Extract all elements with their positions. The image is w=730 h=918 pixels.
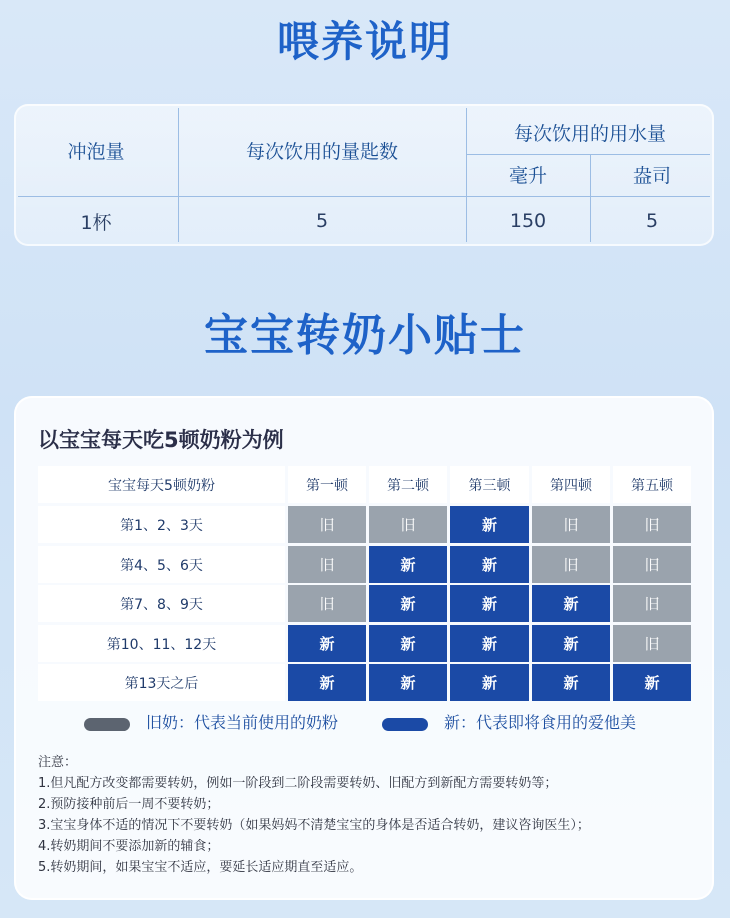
note-item: 2.预防接种前后一周不要转奶； bbox=[38, 797, 220, 812]
meal-header: 第一顿 bbox=[288, 466, 366, 503]
row-label: 第1、2、3天 bbox=[38, 506, 285, 543]
new-milk-cell: 新 bbox=[369, 585, 447, 622]
new-milk-cell: 新 bbox=[613, 664, 691, 701]
header-water: 每次饮用的用水量 bbox=[513, 122, 666, 145]
row-label: 第13天之后 bbox=[38, 664, 285, 701]
value-ml: 150 bbox=[509, 210, 547, 232]
note-item: 3.宝宝身体不适的情况下不要转奶（如果妈妈不清楚宝宝的身体是否适合转奶，建议咨询医生）； bbox=[38, 818, 590, 833]
corner-header: 宝宝每天5顿奶粉 bbox=[38, 466, 285, 503]
old-milk-cell: 旧 bbox=[288, 506, 366, 543]
value-amount: 1杯 bbox=[80, 211, 112, 234]
header-oz: 盎司 bbox=[632, 164, 671, 187]
divider bbox=[466, 108, 467, 242]
header-scoops: 每次饮用的量匙数 bbox=[245, 140, 398, 163]
meal-header: 第五顿 bbox=[613, 466, 691, 503]
tips-title: 宝宝转奶小贴士 bbox=[204, 310, 526, 361]
tips-subtitle: 以宝宝每天吃5顿奶粉为例 bbox=[38, 428, 284, 452]
legend-old-label: 旧奶：代表当前使用的奶粉 bbox=[146, 713, 339, 732]
new-milk-cell: 新 bbox=[369, 664, 447, 701]
old-milk-cell: 旧 bbox=[613, 546, 691, 583]
note-item: 5.转奶期间，如果宝宝不适应，要延长适应期直至适应。 bbox=[38, 860, 363, 875]
meal-header: 第四顿 bbox=[532, 466, 610, 503]
old-milk-cell: 旧 bbox=[288, 585, 366, 622]
divider bbox=[178, 108, 179, 242]
old-milk-cell: 旧 bbox=[613, 625, 691, 662]
legend-new-label: 新：代表即将食用的爱他美 bbox=[444, 713, 637, 732]
legend-new-swatch bbox=[382, 718, 428, 731]
new-milk-cell: 新 bbox=[450, 625, 529, 662]
new-milk-cell: 新 bbox=[532, 664, 610, 701]
meal-header: 第二顿 bbox=[369, 466, 447, 503]
new-milk-cell: 新 bbox=[450, 506, 529, 543]
new-milk-cell: 新 bbox=[532, 625, 610, 662]
old-milk-cell: 旧 bbox=[532, 546, 610, 583]
old-milk-cell: 旧 bbox=[369, 506, 447, 543]
divider bbox=[18, 196, 710, 197]
new-milk-cell: 新 bbox=[450, 664, 529, 701]
row-label: 第7、8、9天 bbox=[38, 585, 285, 622]
legend-old-swatch bbox=[84, 718, 130, 731]
new-milk-cell: 新 bbox=[532, 585, 610, 622]
feeding-title: 喂养说明 bbox=[276, 17, 453, 66]
new-milk-cell: 新 bbox=[369, 546, 447, 583]
value-scoops: 5 bbox=[315, 210, 329, 232]
header-ml: 毫升 bbox=[508, 164, 547, 187]
new-milk-cell: 新 bbox=[369, 625, 447, 662]
meal-header: 第三顿 bbox=[450, 466, 529, 503]
new-milk-cell: 新 bbox=[288, 625, 366, 662]
old-milk-cell: 旧 bbox=[532, 506, 610, 543]
row-label: 第4、5、6天 bbox=[38, 546, 285, 583]
value-oz: 5 bbox=[645, 210, 659, 232]
new-milk-cell: 新 bbox=[450, 585, 529, 622]
divider bbox=[466, 154, 710, 155]
new-milk-cell: 新 bbox=[450, 546, 529, 583]
old-milk-cell: 旧 bbox=[613, 506, 691, 543]
divider bbox=[590, 154, 591, 242]
feeding-table bbox=[14, 104, 714, 246]
row-label: 第10、11、12天 bbox=[38, 625, 285, 662]
old-milk-cell: 旧 bbox=[288, 546, 366, 583]
old-milk-cell: 旧 bbox=[613, 585, 691, 622]
new-milk-cell: 新 bbox=[288, 664, 366, 701]
notes-heading: 注意： bbox=[38, 755, 78, 770]
header-amount: 冲泡量 bbox=[67, 140, 125, 163]
note-item: 4.转奶期间不要添加新的辅食； bbox=[38, 839, 220, 854]
note-item: 1.但凡配方改变都需要转奶，例如一阶段到二阶段需要转奶、旧配方到新配方需要转奶等； bbox=[38, 776, 558, 791]
notes bbox=[38, 752, 590, 878]
